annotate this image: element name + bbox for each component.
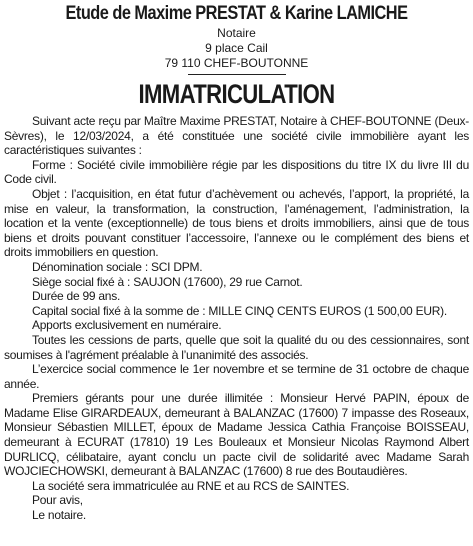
paragraph-immatriculation: La société sera immatriculée au RNE et au RCS de SAINTES. bbox=[32, 478, 350, 493]
paragraph-apports: Apports exclusivement en numéraire. bbox=[32, 318, 222, 333]
paragraph-pour-avis: Pour avis, bbox=[32, 493, 83, 508]
divider bbox=[188, 74, 286, 75]
paragraph-capital: Capital social fixé à la somme de : MILLE CINQ CENTS EUROS (1 500,00 EUR). bbox=[32, 303, 447, 318]
paragraph-gerants: Premiers gérants pour une durée illimitée : Monsieur Hervé PAPIN, époux de Madame Elise GIRARDEAUX, demeurant à BALANZAC (17600) 7 impasse des Roseaux, Monsieur Sébastien MILLET, époux de Madame Jessica Cathia Françoise BOISSEAU, demeurant à ECURAT (17810) 19 Les Bouleaux et Monsieur Nicolas Raymond Albert DURLICQ, célibataire, ayant conclu un pacte civil de solidarité avec Madame Sarah WOJCIECHOWSKI, demeurant à BALANZAC (17600) 8 rue des Boutaudières. bbox=[4, 391, 469, 479]
paragraph-cessions: Toutes les cessions de parts, quelle que soit la qualité du ou des cessionnaires, sont soumises à l'agrément préalable à l’unanimité des associés. bbox=[4, 332, 469, 362]
paragraph-exercice: L’exercice social commence le 1er novembre et se termine de 31 octobre de chaque année. bbox=[4, 362, 469, 391]
paragraph-duree: Durée de 99 ans. bbox=[32, 289, 121, 304]
paragraph-intro: Suivant acte reçu par Maître Maxime PRESTAT, Notaire à CHEF-BOUTONNE (Deux-Sèvres), le 12/03/2024, a été constituée une société civile immobilière ayant les caractéristiques suivantes : bbox=[4, 114, 469, 158]
office-name: Etude de Maxime PRESTAT & Karine LAMICHE bbox=[65, 3, 408, 24]
paragraph-signature: Le notaire. bbox=[32, 508, 86, 523]
paragraph-objet: Objet : l’acquisition, en état futur d’achèvement ou achevés, l’apport, la propriété, la mise en valeur, la transformation, la construction, l’aménagement, l’administration, la location et la vente (exceptionnelle) de tous biens et droits immobiliers, ainsi que de tous biens et droits pouvant constituer l’accessoire, l’annexe ou le complément des biens et droits immobiliers en question. bbox=[4, 186, 469, 260]
notice-title: IMMATRICULATION bbox=[138, 79, 335, 109]
address-line-city: 79 110 CHEF-BOUTONNE bbox=[164, 56, 309, 70]
paragraph-siege: Siège social fixé à : SAUJON (17600), 29 rue Carnot. bbox=[32, 274, 303, 289]
paragraph-forme: Forme : Société civile immobilière régie par les dispositions du titre IX du livre III du Code civil. bbox=[4, 157, 469, 187]
address-line-street: 9 place Cail bbox=[205, 41, 268, 55]
paragraph-denomination: Dénomination sociale : SCI DPM. bbox=[32, 259, 203, 274]
office-address bbox=[4, 26, 469, 71]
address-line-profession: Notaire bbox=[217, 26, 256, 40]
notice-body bbox=[4, 114, 469, 523]
